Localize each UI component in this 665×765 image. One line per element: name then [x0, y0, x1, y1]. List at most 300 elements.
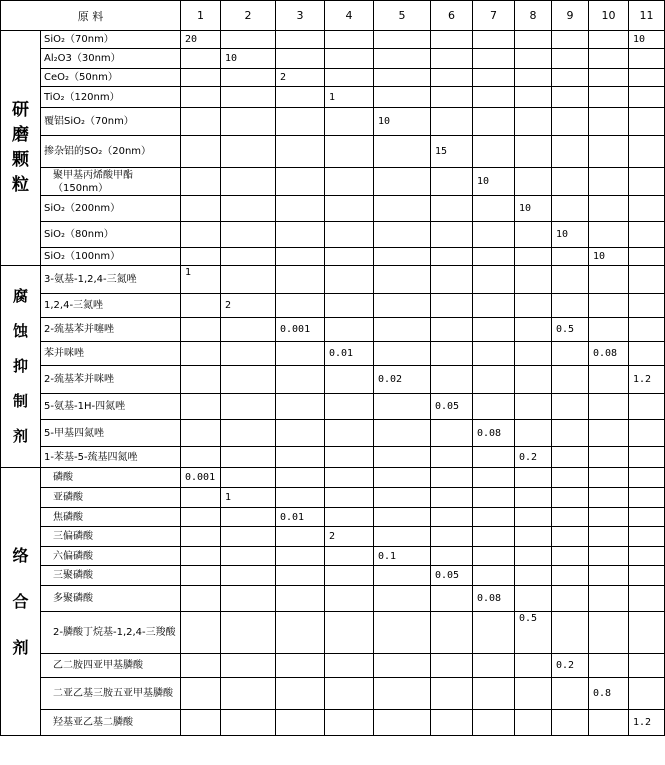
category-label — [1, 468, 41, 736]
value-cell-col-3 — [276, 87, 325, 108]
value-cell-col-2 — [221, 447, 276, 468]
material-name: 2-巯基苯并噻唑 — [41, 318, 181, 342]
value-cell-col-5 — [374, 420, 431, 447]
value-cell-col-7 — [473, 196, 515, 222]
value-cell-col-3 — [276, 294, 325, 318]
table-row — [1, 488, 665, 508]
value-cell-col-8 — [515, 420, 552, 447]
value-cell-col-6 — [431, 654, 473, 678]
value-cell-col-8 — [515, 527, 552, 547]
value-cell-col-5 — [374, 508, 431, 527]
value-cell-col-1 — [181, 527, 221, 547]
value-cell-col-3: 0.01 — [276, 508, 325, 527]
value-cell-col-9 — [552, 31, 589, 49]
value-cell-col-5 — [374, 266, 431, 294]
value-cell-col-6: 0.05 — [431, 394, 473, 420]
value-cell-col-7 — [473, 488, 515, 508]
table-row — [1, 420, 665, 447]
column-header-5: 5 — [374, 1, 431, 31]
value-cell-col-5 — [374, 222, 431, 248]
table-row — [1, 366, 665, 394]
value-cell-col-10 — [589, 136, 629, 168]
value-cell-col-2 — [221, 136, 276, 168]
material-name: 1,2,4-三氮唑 — [41, 294, 181, 318]
value-cell-col-2 — [221, 69, 276, 87]
value-cell-col-11 — [629, 654, 665, 678]
value-cell-col-3 — [276, 31, 325, 49]
value-cell-col-2 — [221, 318, 276, 342]
table-row — [1, 49, 665, 69]
value-cell-col-6 — [431, 294, 473, 318]
value-cell-col-6 — [431, 248, 473, 266]
value-cell-col-4 — [325, 447, 374, 468]
value-cell-col-9 — [552, 87, 589, 108]
value-cell-col-7 — [473, 678, 515, 710]
material-name: SiO₂（100nm） — [41, 248, 181, 266]
value-cell-col-5: 0.1 — [374, 547, 431, 566]
value-cell-col-2 — [221, 31, 276, 49]
value-cell-col-4 — [325, 294, 374, 318]
value-cell-col-4 — [325, 678, 374, 710]
value-cell-col-2 — [221, 342, 276, 366]
value-cell-col-7 — [473, 49, 515, 69]
value-cell-col-10 — [589, 222, 629, 248]
column-header-2: 2 — [221, 1, 276, 31]
table-row — [1, 168, 665, 196]
value-cell-col-9 — [552, 266, 589, 294]
value-cell-col-8: 10 — [515, 196, 552, 222]
value-cell-col-3 — [276, 266, 325, 294]
material-name: 六偏磷酸 — [41, 547, 181, 566]
value-cell-col-4 — [325, 366, 374, 394]
value-cell-col-11 — [629, 136, 665, 168]
value-cell-col-3 — [276, 222, 325, 248]
value-cell-col-11 — [629, 196, 665, 222]
value-cell-col-10 — [589, 508, 629, 527]
value-cell-col-5 — [374, 248, 431, 266]
value-cell-col-11 — [629, 508, 665, 527]
value-cell-col-9: 0.5 — [552, 318, 589, 342]
value-cell-col-6 — [431, 168, 473, 196]
value-cell-col-1 — [181, 168, 221, 196]
material-name: 焦磷酸 — [41, 508, 181, 527]
value-cell-col-3 — [276, 527, 325, 547]
value-cell-col-3 — [276, 488, 325, 508]
table-row — [1, 654, 665, 678]
value-cell-col-1 — [181, 222, 221, 248]
value-cell-col-4 — [325, 69, 374, 87]
value-cell-col-3 — [276, 248, 325, 266]
value-cell-col-2 — [221, 566, 276, 586]
value-cell-col-4 — [325, 420, 374, 447]
column-header-10: 10 — [589, 1, 629, 31]
material-name: SiO₂（200nm） — [41, 196, 181, 222]
material-name: Al₂O3（30nm） — [41, 49, 181, 69]
value-cell-col-7 — [473, 447, 515, 468]
value-cell-col-5: 10 — [374, 108, 431, 136]
material-name: 5-氨基-1H-四氮唑 — [41, 394, 181, 420]
category-text: 络合剂 — [12, 545, 29, 657]
value-cell-col-2: 1 — [221, 488, 276, 508]
material-name: 羟基亚乙基二膦酸 — [41, 710, 181, 736]
value-cell-col-2 — [221, 508, 276, 527]
value-cell-col-3 — [276, 366, 325, 394]
value-cell-col-10 — [589, 586, 629, 612]
material-name: 3-氨基-1,2,4-三氮唑 — [41, 266, 181, 294]
value-cell-col-1 — [181, 318, 221, 342]
value-cell-col-6 — [431, 266, 473, 294]
value-cell-col-11 — [629, 586, 665, 612]
value-cell-col-11 — [629, 547, 665, 566]
value-cell-col-7 — [473, 31, 515, 49]
value-cell-col-2 — [221, 266, 276, 294]
material-header: 原 料 — [1, 1, 181, 31]
value-cell-col-8 — [515, 294, 552, 318]
value-cell-col-4 — [325, 196, 374, 222]
value-cell-col-6 — [431, 87, 473, 108]
value-cell-col-7 — [473, 508, 515, 527]
table-row — [1, 248, 665, 266]
category-text: 研磨颗粒 — [12, 100, 29, 195]
value-cell-col-7 — [473, 87, 515, 108]
material-name: 掺杂铝的SO₂（20nm） — [41, 136, 181, 168]
value-cell-col-1 — [181, 420, 221, 447]
value-cell-col-9 — [552, 447, 589, 468]
value-cell-col-7 — [473, 318, 515, 342]
value-cell-col-8 — [515, 586, 552, 612]
value-cell-col-9 — [552, 566, 589, 586]
value-cell-col-11 — [629, 488, 665, 508]
value-cell-col-11 — [629, 266, 665, 294]
value-cell-col-3 — [276, 710, 325, 736]
value-cell-col-11 — [629, 222, 665, 248]
value-cell-col-8 — [515, 87, 552, 108]
value-cell-col-8 — [515, 31, 552, 49]
value-cell-col-4 — [325, 108, 374, 136]
table-row — [1, 69, 665, 87]
value-cell-col-5 — [374, 447, 431, 468]
value-cell-col-1: 20 — [181, 31, 221, 49]
value-cell-col-10 — [589, 468, 629, 488]
value-cell-col-9 — [552, 69, 589, 87]
value-cell-col-10 — [589, 87, 629, 108]
category-text: 腐蚀抑制剂 — [12, 287, 28, 445]
value-cell-col-4 — [325, 49, 374, 69]
value-cell-col-3 — [276, 420, 325, 447]
column-header-11: 11 — [629, 1, 665, 31]
value-cell-col-2: 2 — [221, 294, 276, 318]
value-cell-col-5 — [374, 342, 431, 366]
material-name: 三聚磷酸 — [41, 566, 181, 586]
value-cell-col-9 — [552, 678, 589, 710]
value-cell-col-10 — [589, 69, 629, 87]
value-cell-col-1 — [181, 654, 221, 678]
value-cell-col-3 — [276, 468, 325, 488]
value-cell-col-8 — [515, 366, 552, 394]
material-name: 覆铝SiO₂（70nm） — [41, 108, 181, 136]
value-cell-col-9: 10 — [552, 222, 589, 248]
value-cell-col-3 — [276, 394, 325, 420]
value-cell-col-1 — [181, 366, 221, 394]
value-cell-col-7 — [473, 294, 515, 318]
value-cell-col-1 — [181, 248, 221, 266]
value-cell-col-3: 2 — [276, 69, 325, 87]
material-name: 磷酸 — [41, 468, 181, 488]
value-cell-col-8 — [515, 468, 552, 488]
value-cell-col-1 — [181, 566, 221, 586]
value-cell-col-10: 10 — [589, 248, 629, 266]
value-cell-col-9 — [552, 394, 589, 420]
value-cell-col-11 — [629, 527, 665, 547]
value-cell-col-6 — [431, 222, 473, 248]
value-cell-col-1: 0.001 — [181, 468, 221, 488]
value-cell-col-6 — [431, 547, 473, 566]
value-cell-col-5 — [374, 527, 431, 547]
value-cell-col-5 — [374, 394, 431, 420]
table-row — [1, 294, 665, 318]
value-cell-col-3 — [276, 108, 325, 136]
material-name: 2-巯基苯并咪唑 — [41, 366, 181, 394]
table-row — [1, 222, 665, 248]
table-row — [1, 710, 665, 736]
value-cell-col-5 — [374, 654, 431, 678]
value-cell-col-7 — [473, 366, 515, 394]
value-cell-col-10 — [589, 420, 629, 447]
value-cell-col-9: 0.2 — [552, 654, 589, 678]
value-cell-col-11 — [629, 342, 665, 366]
value-cell-col-1 — [181, 136, 221, 168]
value-cell-col-9 — [552, 136, 589, 168]
value-cell-col-1 — [181, 87, 221, 108]
table-row — [1, 566, 665, 586]
value-cell-col-4 — [325, 547, 374, 566]
value-cell-col-1: 1 — [181, 266, 221, 294]
table-row — [1, 508, 665, 527]
value-cell-col-11 — [629, 108, 665, 136]
value-cell-col-7 — [473, 136, 515, 168]
value-cell-col-11 — [629, 420, 665, 447]
value-cell-col-10 — [589, 318, 629, 342]
value-cell-col-6 — [431, 527, 473, 547]
category-label — [1, 266, 41, 468]
value-cell-col-4 — [325, 566, 374, 586]
column-header-3: 3 — [276, 1, 325, 31]
table-row — [1, 31, 665, 49]
header-row — [1, 1, 665, 31]
material-name: 乙二胺四亚甲基膦酸 — [41, 654, 181, 678]
value-cell-col-5 — [374, 612, 431, 654]
value-cell-col-3 — [276, 196, 325, 222]
table-row — [1, 342, 665, 366]
value-cell-col-6 — [431, 108, 473, 136]
value-cell-col-5: 0.02 — [374, 366, 431, 394]
value-cell-col-10 — [589, 488, 629, 508]
value-cell-col-3 — [276, 612, 325, 654]
value-cell-col-7 — [473, 612, 515, 654]
value-cell-col-9 — [552, 168, 589, 196]
value-cell-col-8 — [515, 318, 552, 342]
value-cell-col-8 — [515, 654, 552, 678]
value-cell-col-3 — [276, 678, 325, 710]
table-row — [1, 527, 665, 547]
value-cell-col-1 — [181, 678, 221, 710]
value-cell-col-8 — [515, 69, 552, 87]
value-cell-col-4 — [325, 488, 374, 508]
value-cell-col-6 — [431, 318, 473, 342]
value-cell-col-6: 0.05 — [431, 566, 473, 586]
value-cell-col-2 — [221, 87, 276, 108]
value-cell-col-1 — [181, 294, 221, 318]
value-cell-col-4: 2 — [325, 527, 374, 547]
value-cell-col-5 — [374, 31, 431, 49]
value-cell-col-6 — [431, 468, 473, 488]
value-cell-col-7 — [473, 342, 515, 366]
table-row — [1, 612, 665, 654]
value-cell-col-5 — [374, 294, 431, 318]
value-cell-col-8 — [515, 566, 552, 586]
material-name: 1-苯基-5-巯基四氮唑 — [41, 447, 181, 468]
value-cell-col-8 — [515, 394, 552, 420]
value-cell-col-9 — [552, 586, 589, 612]
value-cell-col-3 — [276, 49, 325, 69]
value-cell-col-5 — [374, 586, 431, 612]
value-cell-col-10 — [589, 266, 629, 294]
column-header-7: 7 — [473, 1, 515, 31]
value-cell-col-2 — [221, 420, 276, 447]
value-cell-col-2 — [221, 586, 276, 612]
value-cell-col-4 — [325, 468, 374, 488]
value-cell-col-2 — [221, 108, 276, 136]
value-cell-col-8 — [515, 488, 552, 508]
value-cell-col-6 — [431, 508, 473, 527]
value-cell-col-7 — [473, 710, 515, 736]
table-row — [1, 318, 665, 342]
value-cell-col-3: 0.001 — [276, 318, 325, 342]
material-name: 聚甲基丙烯酸甲酯（150nm） — [41, 168, 181, 196]
material-name: 亚磷酸 — [41, 488, 181, 508]
material-name: 苯并咪唑 — [41, 342, 181, 366]
value-cell-col-7 — [473, 222, 515, 248]
value-cell-col-4 — [325, 586, 374, 612]
value-cell-col-7 — [473, 69, 515, 87]
table-row — [1, 468, 665, 488]
value-cell-col-2 — [221, 222, 276, 248]
value-cell-col-9 — [552, 294, 589, 318]
value-cell-col-4 — [325, 318, 374, 342]
value-cell-col-5 — [374, 678, 431, 710]
value-cell-col-9 — [552, 527, 589, 547]
value-cell-col-1 — [181, 488, 221, 508]
value-cell-col-8: 0.5 — [515, 612, 552, 654]
value-cell-col-8 — [515, 266, 552, 294]
table-row — [1, 394, 665, 420]
value-cell-col-9 — [552, 248, 589, 266]
value-cell-col-8 — [515, 222, 552, 248]
value-cell-col-9 — [552, 366, 589, 394]
value-cell-col-6 — [431, 586, 473, 612]
value-cell-col-5 — [374, 196, 431, 222]
value-cell-col-2 — [221, 710, 276, 736]
value-cell-col-10 — [589, 547, 629, 566]
value-cell-col-2 — [221, 612, 276, 654]
table-row — [1, 447, 665, 468]
value-cell-col-1 — [181, 342, 221, 366]
value-cell-col-6 — [431, 31, 473, 49]
value-cell-col-8 — [515, 508, 552, 527]
value-cell-col-9 — [552, 49, 589, 69]
value-cell-col-7 — [473, 248, 515, 266]
value-cell-col-8 — [515, 710, 552, 736]
value-cell-col-11 — [629, 49, 665, 69]
value-cell-col-11 — [629, 69, 665, 87]
value-cell-col-11 — [629, 447, 665, 468]
value-cell-col-4 — [325, 394, 374, 420]
value-cell-col-3 — [276, 547, 325, 566]
value-cell-col-2: 10 — [221, 49, 276, 69]
value-cell-col-4: 0.01 — [325, 342, 374, 366]
value-cell-col-2 — [221, 366, 276, 394]
value-cell-col-6 — [431, 488, 473, 508]
value-cell-col-9 — [552, 342, 589, 366]
value-cell-col-10 — [589, 527, 629, 547]
value-cell-col-3 — [276, 342, 325, 366]
value-cell-col-5 — [374, 488, 431, 508]
value-cell-col-3 — [276, 447, 325, 468]
value-cell-col-11 — [629, 468, 665, 488]
value-cell-col-6 — [431, 447, 473, 468]
value-cell-col-8: 0.2 — [515, 447, 552, 468]
value-cell-col-7 — [473, 527, 515, 547]
table-row — [1, 266, 665, 294]
value-cell-col-4 — [325, 654, 374, 678]
value-cell-col-10 — [589, 566, 629, 586]
value-cell-col-10 — [589, 31, 629, 49]
material-name: 5-甲基四氮唑 — [41, 420, 181, 447]
value-cell-col-8 — [515, 678, 552, 710]
value-cell-col-7: 0.08 — [473, 586, 515, 612]
table-row — [1, 547, 665, 566]
category-label — [1, 31, 41, 266]
value-cell-col-8 — [515, 342, 552, 366]
value-cell-col-5 — [374, 168, 431, 196]
table-row — [1, 196, 665, 222]
value-cell-col-5 — [374, 468, 431, 488]
value-cell-col-1 — [181, 547, 221, 566]
material-name: CeO₂（50nm） — [41, 69, 181, 87]
value-cell-col-11: 1.2 — [629, 366, 665, 394]
value-cell-col-10 — [589, 710, 629, 736]
value-cell-col-9 — [552, 196, 589, 222]
material-name: SiO₂（70nm） — [41, 31, 181, 49]
value-cell-col-6 — [431, 678, 473, 710]
value-cell-col-8 — [515, 168, 552, 196]
value-cell-col-11 — [629, 566, 665, 586]
value-cell-col-4 — [325, 168, 374, 196]
value-cell-col-3 — [276, 168, 325, 196]
value-cell-col-3 — [276, 566, 325, 586]
value-cell-col-6 — [431, 420, 473, 447]
value-cell-col-5 — [374, 87, 431, 108]
value-cell-col-1 — [181, 586, 221, 612]
value-cell-col-11: 1.2 — [629, 710, 665, 736]
value-cell-col-11: 10 — [629, 31, 665, 49]
value-cell-col-10 — [589, 294, 629, 318]
column-header-6: 6 — [431, 1, 473, 31]
value-cell-col-10 — [589, 654, 629, 678]
value-cell-col-7 — [473, 547, 515, 566]
table-row — [1, 586, 665, 612]
value-cell-col-9 — [552, 508, 589, 527]
